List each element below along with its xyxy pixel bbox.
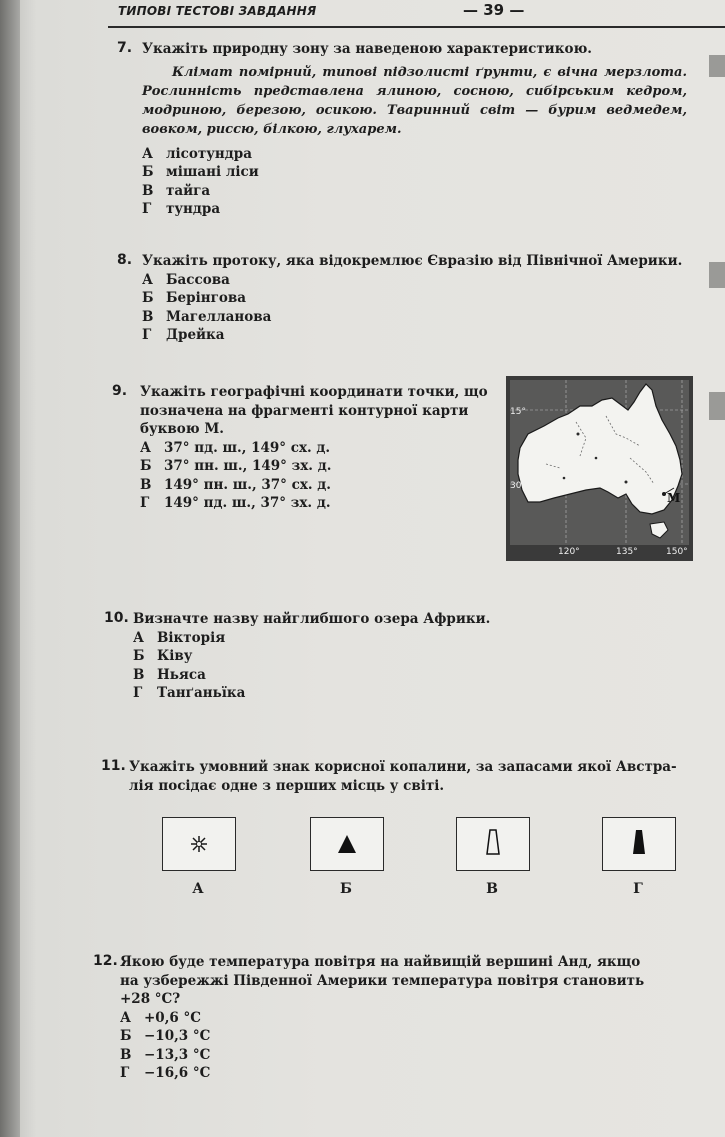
page-edge-tab [709, 55, 725, 77]
question-8-options [142, 271, 687, 345]
question-10-text: Визначте назву найглибшого озера Африки. [133, 611, 491, 627]
question-12-line-3: +28 °С? [120, 991, 181, 1007]
running-header [108, 2, 725, 28]
option-a[interactable]: А Бассова [142, 271, 230, 288]
lon-label-120: 120° [558, 547, 580, 557]
lon-label-150: 150° [666, 547, 688, 557]
lat-label-30: 30° [510, 481, 526, 491]
question-9-line-1: Укажіть географічні координати точки, що [140, 384, 488, 400]
australia-contour-map [506, 376, 693, 561]
point-m-label: М [667, 491, 681, 505]
question-7-options [142, 145, 687, 219]
page-edge-tab [709, 262, 725, 288]
option-a[interactable]: А +0,6 °С [120, 1009, 201, 1026]
point-m-marker [662, 492, 666, 496]
question-7-text: Укажіть природну зону за наведеною характеристикою. [142, 41, 592, 57]
page-number: — 39 — [463, 1, 525, 19]
question-11 [129, 758, 714, 795]
symbol-a-label: А [192, 881, 204, 897]
option-g[interactable]: Г тундра [142, 201, 221, 217]
question-11-number: 11. [101, 758, 126, 774]
question-11-line-1: Укажіть умовний знак корисної копалини, за запасами якої Австра- [129, 759, 677, 775]
symbol-g-box[interactable] [602, 817, 676, 871]
option-b[interactable]: Б Берінгова [142, 290, 246, 306]
question-9-options [140, 439, 495, 513]
question-12 [120, 953, 720, 1083]
question-10-number: 10. [104, 610, 129, 626]
option-g[interactable]: Г −16,6 °С [120, 1065, 211, 1081]
option-a[interactable]: А Вікторія [133, 629, 226, 646]
option-v[interactable]: В Магелланова [142, 308, 272, 325]
option-v[interactable]: В Ньяса [133, 666, 206, 683]
outline-trapezoid-icon [457, 818, 529, 870]
filled-trapezoid-icon [603, 818, 675, 870]
question-7 [142, 40, 687, 219]
question-7-passage: Клімат помірний, типові підзолисті ґрунти, є вічна мерзлота. Рослинність представлена ялиною, сосною, сибірським кедром, модриною, березою, осикою. Тваринний світ — бурим ведмедем, вовком, риссю, білкою, глухарем. [142, 64, 687, 137]
option-g[interactable]: Г Танґаньїка [133, 685, 246, 701]
symbol-a-box[interactable] [162, 817, 236, 871]
question-8-number: 8. [117, 252, 133, 268]
question-8-text: Укажіть протоку, яка відокремлює Євразію від Північної Америки. [142, 253, 683, 269]
question-12-options [120, 1009, 720, 1083]
option-b[interactable]: Б мішані ліси [142, 164, 259, 180]
symbol-g-label: Г [633, 881, 643, 897]
page-edge-tab [709, 392, 725, 420]
option-b[interactable]: Б −10,3 °С [120, 1028, 211, 1044]
option-b[interactable]: Б Ківу [133, 648, 193, 664]
question-10 [133, 610, 678, 703]
question-8 [142, 252, 687, 345]
header-title: ТИПОВІ ТЕСТОВІ ЗАВДАННЯ [118, 4, 317, 18]
question-9 [140, 383, 495, 513]
option-a[interactable]: А лісотундра [142, 145, 252, 162]
symbol-b-label: Б [340, 881, 352, 897]
mineral-symbols [160, 817, 690, 907]
question-9-line-2: позначена на фрагменті контурної карти [140, 402, 469, 419]
filled-triangle-icon [311, 818, 383, 870]
option-b[interactable]: Б 37° пн. ш., 149° зх. д. [140, 458, 332, 474]
question-7-number: 7. [117, 40, 133, 56]
asterisk-sun-icon [163, 818, 235, 870]
symbol-v-box[interactable] [456, 817, 530, 871]
question-11-line-2: лія посідає одне з перших місць у світі. [129, 777, 445, 794]
option-a[interactable]: А 37° пд. ш., 149° сх. д. [140, 439, 331, 456]
lat-label-15: 15° [510, 407, 526, 417]
option-g[interactable]: Г Дрейка [142, 327, 225, 343]
question-9-number: 9. [112, 383, 128, 399]
symbol-b-box[interactable] [310, 817, 384, 871]
option-v[interactable]: В тайга [142, 182, 211, 199]
option-g[interactable]: Г 149° пд. ш., 37° зх. д. [140, 495, 331, 511]
book-spine-shadow [0, 0, 20, 1137]
question-12-line-1: Якою буде температура повітря на найвищій вершині Анд, якщо [120, 954, 641, 970]
question-10-options [133, 629, 678, 703]
question-12-line-2: на узбережжі Південної Америки температура повітря становить [120, 972, 645, 989]
symbol-v-label: В [486, 881, 498, 897]
question-12-number: 12. [93, 953, 118, 969]
option-v[interactable]: В 149° пн. ш., 37° сх. д. [140, 476, 332, 493]
lon-label-135: 135° [616, 547, 638, 557]
question-9-line-3: буквою М. [140, 421, 224, 437]
option-v[interactable]: В −13,3 °С [120, 1046, 211, 1063]
